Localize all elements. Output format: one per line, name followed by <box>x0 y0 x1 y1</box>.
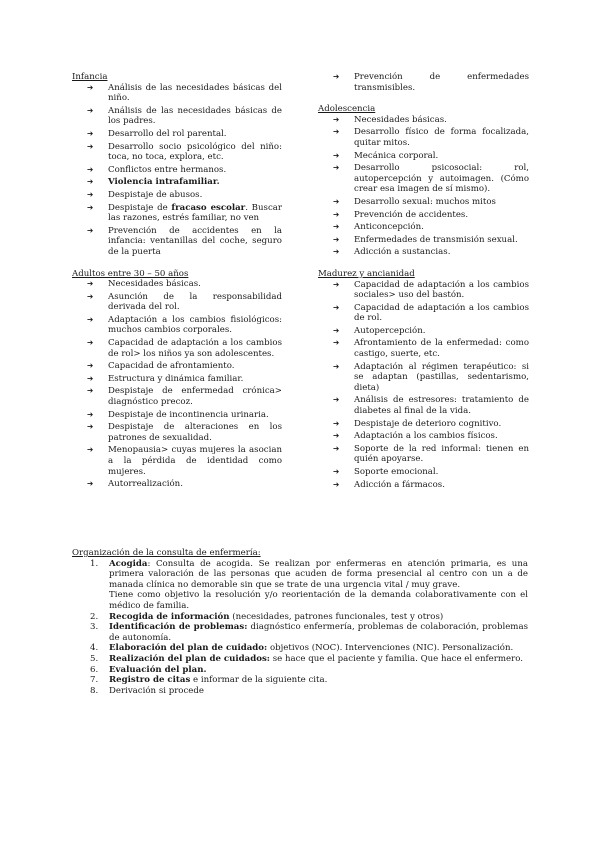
list-item: ➔ Soporte de la red informal: tienen en quién apoyarse. <box>318 444 529 465</box>
step-note: Tiene como objetivo la resolución y/o reorientación de la demanda colaborativamente con el médico de familia. <box>109 590 528 611</box>
list-item: ➔ Desarrollo sexual: muchos mitos <box>318 197 529 208</box>
list-item: ➔ Análisis de las necesidades básicas de los padres. <box>72 106 282 127</box>
list-item: ➔ Despistaje de fracaso escolar. Buscar las razones, estrés familiar, no ven <box>72 203 282 224</box>
list-item: ➔ Prevención de accidentes en la infancia: ventanillas del coche, seguro de la puerta <box>72 226 282 258</box>
list-item: ➔ Adaptación a los cambios fisiológicos: muchos cambios corporales. <box>72 315 282 336</box>
list-item: ➔ Capacidad de adaptación a los cambios sociales> uso del bastón. <box>318 280 529 301</box>
list-item: ➔ Enfermedades de transmisión sexual. <box>318 235 529 246</box>
step-item: 7. Registro de citas e informar de la siguiente cita. <box>90 675 328 686</box>
list-item: ➔ Conflictos entre hermanos. <box>72 165 282 176</box>
step-item: 8. Derivación si procede <box>90 685 204 696</box>
list-item: ➔ Adicción a sustancias. <box>318 247 529 258</box>
step-item: 5. Realización del plan de cuidados: se hace que el paciente y familia. Que hace el enfermero. <box>90 653 523 664</box>
list-item: ➔ Capacidad de adaptación a los cambios de rol. <box>318 303 529 324</box>
list-item: ➔ Desarrollo del rol parental. <box>72 129 282 140</box>
bold-text: Violencia intrafamiliar. <box>108 177 220 188</box>
list-item: ➔ Estructura y dinámica familiar. <box>72 374 282 385</box>
list-item: ➔ Desarrollo socio psicológico del niño: toca, no toca, explora, etc. <box>72 142 282 163</box>
list-item: ➔ Anticoncepción. <box>318 222 529 233</box>
step-item: 2. Recogida de información (necesidades, patrones funcionales, test y otros) <box>90 611 444 622</box>
list-item: ➔ Capacidad de adaptación a los cambios de rol> los niños ya son adolescentes. <box>72 338 282 359</box>
list-item: ➔ Análisis de estresores: tratamiento de diabetes al final de la vida. <box>318 395 529 416</box>
list-item: ➔ Despistaje de enfermedad crónica> diagnóstico precoz. <box>72 386 282 407</box>
list-item: ➔ Prevención de enfermedades transmisibles. <box>318 72 529 93</box>
list-item <box>72 177 282 188</box>
list-item: ➔ Adicción a fármacos. <box>318 480 529 491</box>
left-column <box>72 72 282 492</box>
list-item: ➔ Autopercepción. <box>318 326 529 337</box>
list-item: ➔ Menopausia> cuyas mujeres la asocian a la pérdida de identidad como mujeres. <box>72 445 282 477</box>
list-item: ➔ Necesidades básicas. <box>318 115 529 126</box>
step-item: 6. Evaluación del plan. <box>90 664 207 675</box>
list-item: ➔ Despistaje de incontinencia urinaria. <box>72 410 282 421</box>
section-organizacion <box>72 548 528 696</box>
section-title-adultos: Adultos entre 30 – 50 años <box>72 268 189 279</box>
step-item: 4. Elaboración del plan de cuidado: objetivos (NOC). Intervenciones (NIC). Personalización. <box>90 643 514 654</box>
bold-text: fracaso escolar <box>171 202 246 213</box>
step-item: 3. Identificación de problemas: diagnóstico enfermería, problemas de colaboración, problemas de autonomía. <box>90 622 528 643</box>
list-item: ➔ Despistaje de abusos. <box>72 190 282 201</box>
section-madurez <box>318 269 529 490</box>
list-item: ➔ Capacidad de afrontamiento. <box>72 361 282 372</box>
list-item: ➔ Desarrollo físico de forma focalizada, quitar mitos. <box>318 127 529 148</box>
list-item: ➔ Análisis de las necesidades básicas del niño. <box>72 83 282 104</box>
section-title-adolescencia: Adolescencia <box>318 104 376 115</box>
list-item: ➔ Soporte emocional. <box>318 467 529 478</box>
list-item: ➔ Asunción de la responsabilidad derivada del rol. <box>72 292 282 313</box>
section-adolescencia <box>318 104 529 258</box>
list-item: ➔ Mecánica corporal. <box>318 151 529 162</box>
section-title-organizacion: Organización de la consulta de enfermería: <box>72 548 261 558</box>
section-title-madurez: Madurez y ancianidad <box>318 268 415 279</box>
section-infancia <box>72 72 282 258</box>
list-item: ➔ Desarrollo psicosocial: rol, autopercepción y autoimagen. (Cómo crear esa imagen de sí mismo). <box>318 163 529 195</box>
step-item: 1. Acogida: Consulta de acogida. Se realizan por enfermeras en atención primaria, es una primera valoración de las personas que acuden de forma presencial al centro con un a de manada clínica no demorable sin que se trate de una urgencia vital / muy grave. Tiene como objetivo la resolución y/o reorientación de la demanda colaborativamente con el médico de familia. <box>90 558 528 611</box>
list-item: ➔ Despistaje de alteraciones en los patrones de sexualidad. <box>72 422 282 443</box>
list-item: ➔ Autorrealización. <box>72 479 282 490</box>
section-adultos <box>72 269 282 490</box>
list-item: ➔ Necesidades básicas. <box>72 279 282 290</box>
list-item: ➔ Adaptación a los cambios físicos. <box>318 431 529 442</box>
right-column <box>318 72 529 492</box>
list-item: ➔ Despistaje de deterioro cognitivo. <box>318 419 529 430</box>
list-item: ➔ Afrontamiento de la enfermedad: como castigo, suerte, etc. <box>318 338 529 359</box>
section-continuation <box>318 72 529 93</box>
list-item: ➔ Adaptación al régimen terapéutico: si se adaptan (pastillas, sedentarismo, dieta) <box>318 362 529 394</box>
section-title-infancia: Infancia <box>72 72 108 82</box>
list-item: ➔ Prevención de accidentes. <box>318 210 529 221</box>
